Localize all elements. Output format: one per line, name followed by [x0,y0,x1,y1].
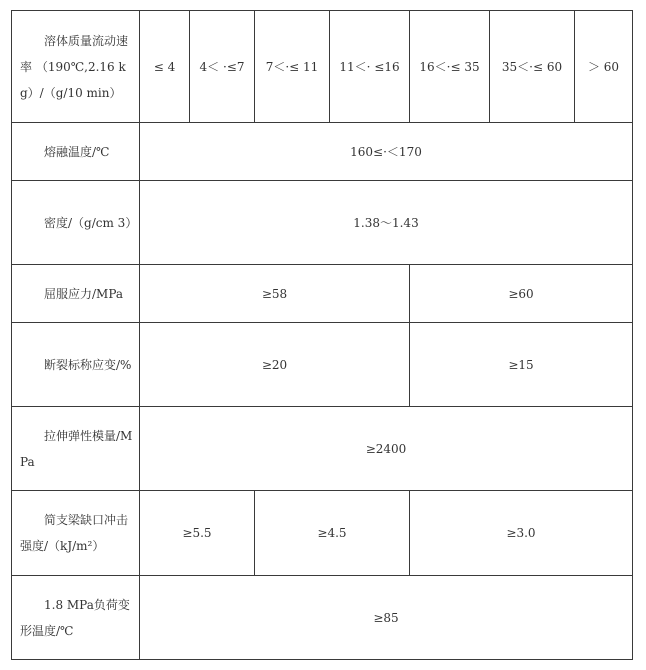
row-label-cell [12,323,140,407]
row-label: 1.8 MPa负荷变形温度/℃ [20,597,130,638]
range-label: ≤ 4 [153,59,176,74]
range-label: 35＜·≤ 60 [501,59,563,74]
range-cell [255,11,330,123]
value-cell: ≥15 [410,323,633,407]
spec-table [11,10,633,660]
row-label: 熔融温度/℃ [44,144,110,159]
table-row [12,265,633,323]
value-cell: ≥58 [140,265,410,323]
row-label: 断裂标称应变/% [44,357,132,372]
row-label-cell [12,576,140,660]
value-cell: ≥60 [410,265,633,323]
table-row [12,181,633,265]
value-cell: ≥85 [140,576,633,660]
header-row [12,11,633,123]
range-cell [190,11,255,123]
range-label: 7＜·≤ 11 [265,59,319,74]
value-cell: ≥4.5 [255,491,410,576]
row-label: 屈服应力/MPa [44,286,124,301]
row-label-cell [12,491,140,576]
row-label-cell [12,407,140,491]
header-label: 溶体质量流动速率 （190℃,2.16 kg）/（g/10 min） [20,33,129,100]
spec-table-container [11,10,633,660]
row-label-cell [12,265,140,323]
table-row [12,123,633,181]
range-cell [330,11,410,123]
value-cell: ≥5.5 [140,491,255,576]
row-label: 简支梁缺口冲击强度/（kJ/m²） [20,513,129,553]
header-label-cell [12,11,140,123]
range-label: ＞ 60 [587,59,620,74]
range-label: 4＜ ·≤7 [199,59,245,74]
range-label: 11＜· ≤16 [339,59,400,74]
row-label-cell [12,123,140,181]
row-label-cell [12,181,140,265]
value-cell: 1.38～1.43 [140,181,633,265]
range-label: 16＜·≤ 35 [419,59,480,74]
value-cell: ≥2400 [140,407,633,491]
range-cell [575,11,633,123]
value-cell: ≥3.0 [410,491,633,576]
range-cell [490,11,575,123]
row-label: 密度/（g/cm 3） [44,215,138,230]
row-label: 拉伸弹性模量/MPa [20,428,133,469]
range-cell [140,11,190,123]
table-row [12,491,633,576]
value-cell: ≥20 [140,323,410,407]
value-cell: 160≤·＜170 [140,123,633,181]
range-cell [410,11,490,123]
table-row [12,576,633,660]
table-row [12,323,633,407]
table-row [12,407,633,491]
